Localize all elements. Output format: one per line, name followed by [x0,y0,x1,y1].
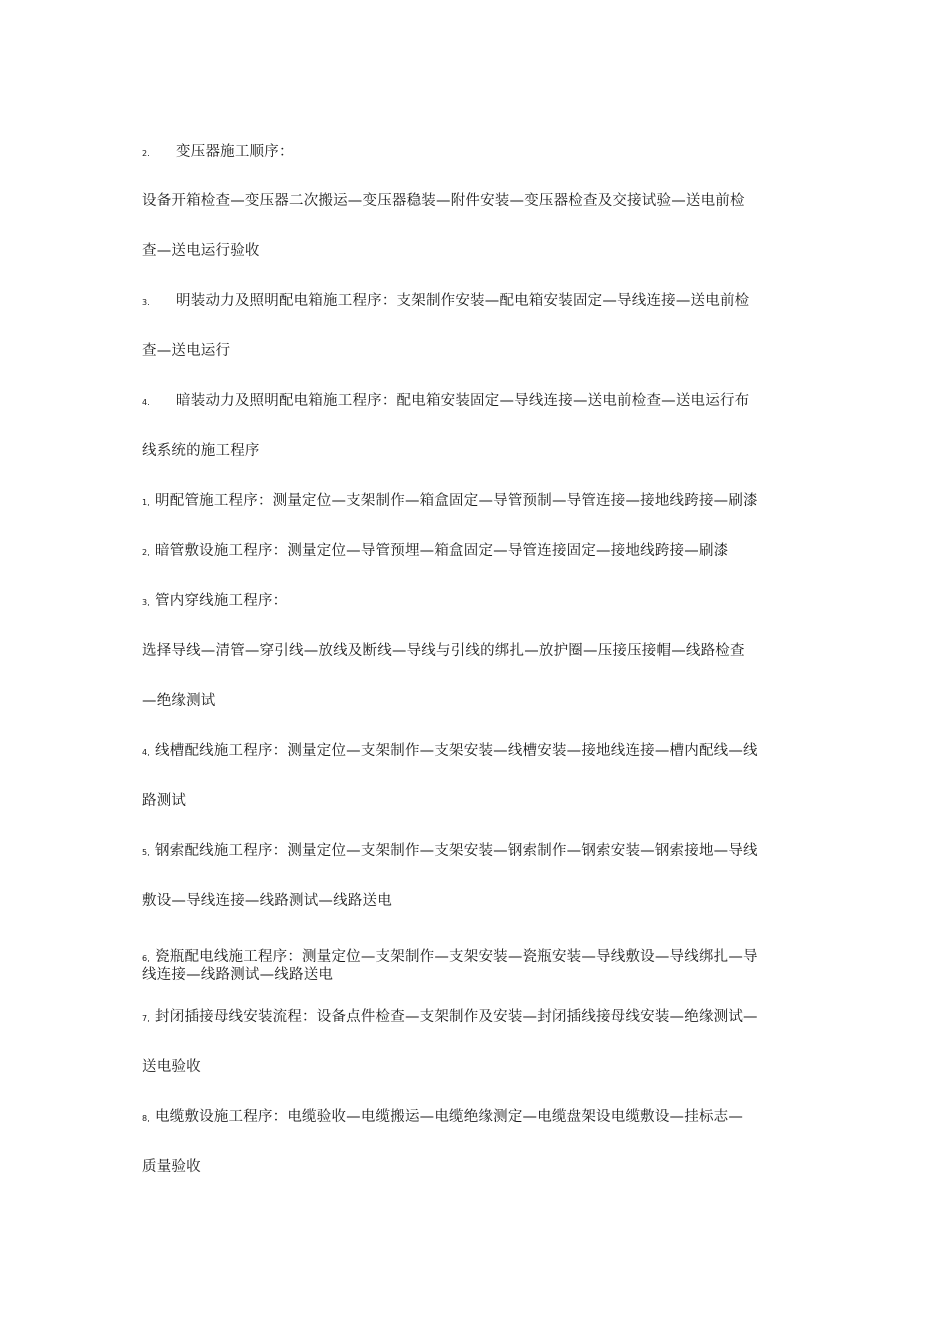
paragraph-text: 明配管施工程序：测量定位—支架制作—箱盒固定—导管预制—导管连接—接地线跨接—刷漆 [155,493,758,509]
surface-box-paragraph [142,292,749,312]
item-number: 4, [142,748,151,757]
paragraph-line: 设备开箱检查—变压器二次搬运—变压器稳装—附件安装—变压器检查及交接试验—送电前检 [142,193,745,209]
paragraph-text: 封闭插接母线安装流程：设备点件检查—支架制作及安装—封闭插线接母线安装—绝缘测试— [155,1009,758,1025]
paragraph-line: 送电验收 [142,1059,201,1075]
paragraph-text: 电缆敷设施工程序：电缆验收—电缆搬运—电缆绝缘测定—电缆盘架设电缆敷设—挂标志— [155,1109,744,1125]
wiring-item [142,1108,743,1128]
wiring-item [142,742,758,762]
paragraph-line: 质量验收 [142,1159,201,1175]
concealed-box-paragraph [142,392,749,412]
paragraph-line: 路测试 [142,793,187,809]
paragraph-line: 线连接—线路测试—线路送电 [142,967,334,983]
paragraph-text: 线槽配线施工程序：测量定位—支架制作—支架安装—线槽安装—接地线连接—槽内配线—线 [155,743,758,759]
paragraph-text: 瓷瓶配电线施工程序：测量定位—支架制作—支架安装—瓷瓶安装—导线敷设—导线绑扎—导 [155,949,758,965]
item-number: 7, [142,1014,151,1023]
wiring-item [142,492,758,512]
wiring-item [142,948,758,968]
paragraph-text: 明装动力及照明配电箱施工程序：支架制作安装—配电箱安装固定—导线连接—送电前检 [176,293,750,309]
paragraph-line: 敷设—导线连接—线路测试—线路送电 [142,893,392,909]
item-number: 1, [142,498,151,507]
item-number: 3, [142,598,151,607]
paragraph-line: 线系统的施工程序 [142,443,260,459]
item-number: 6, [142,954,151,963]
paragraph-line: 选择导线—清管—穿引线—放线及断线—导线与引线的绑扎—放护圈—压接压接帽—线路检查 [142,643,745,659]
paragraph-line: 查—送电运行验收 [142,243,260,259]
item-number: 4. [142,398,151,407]
paragraph-line: —绝缘测试 [142,693,216,709]
paragraph-text: 管内穿线施工程序： [155,593,288,609]
paragraph-line: 查—送电运行 [142,343,231,359]
wiring-item [142,842,758,862]
transformer-heading [142,143,294,163]
paragraph-text: 暗装动力及照明配电箱施工程序：配电箱安装固定—导线连接—送电前检查—送电运行布 [176,393,750,409]
item-number: 3. [142,298,151,307]
item-number: 2. [142,149,151,158]
paragraph-text: 暗管敷设施工程序：测量定位—导管预埋—箱盒固定—导管连接固定—接地线跨接—刷漆 [155,543,729,559]
wiring-item [142,1008,758,1028]
wiring-item [142,592,287,612]
item-number: 5, [142,848,151,857]
item-number: 2, [142,548,151,557]
paragraph-text: 钢索配线施工程序：测量定位—支架制作—支架安装—钢索制作—钢索安装—钢索接地—导线 [155,843,758,859]
wiring-item [142,542,728,562]
item-number: 8, [142,1114,151,1123]
heading-text: 变压器施工顺序： [176,144,294,160]
